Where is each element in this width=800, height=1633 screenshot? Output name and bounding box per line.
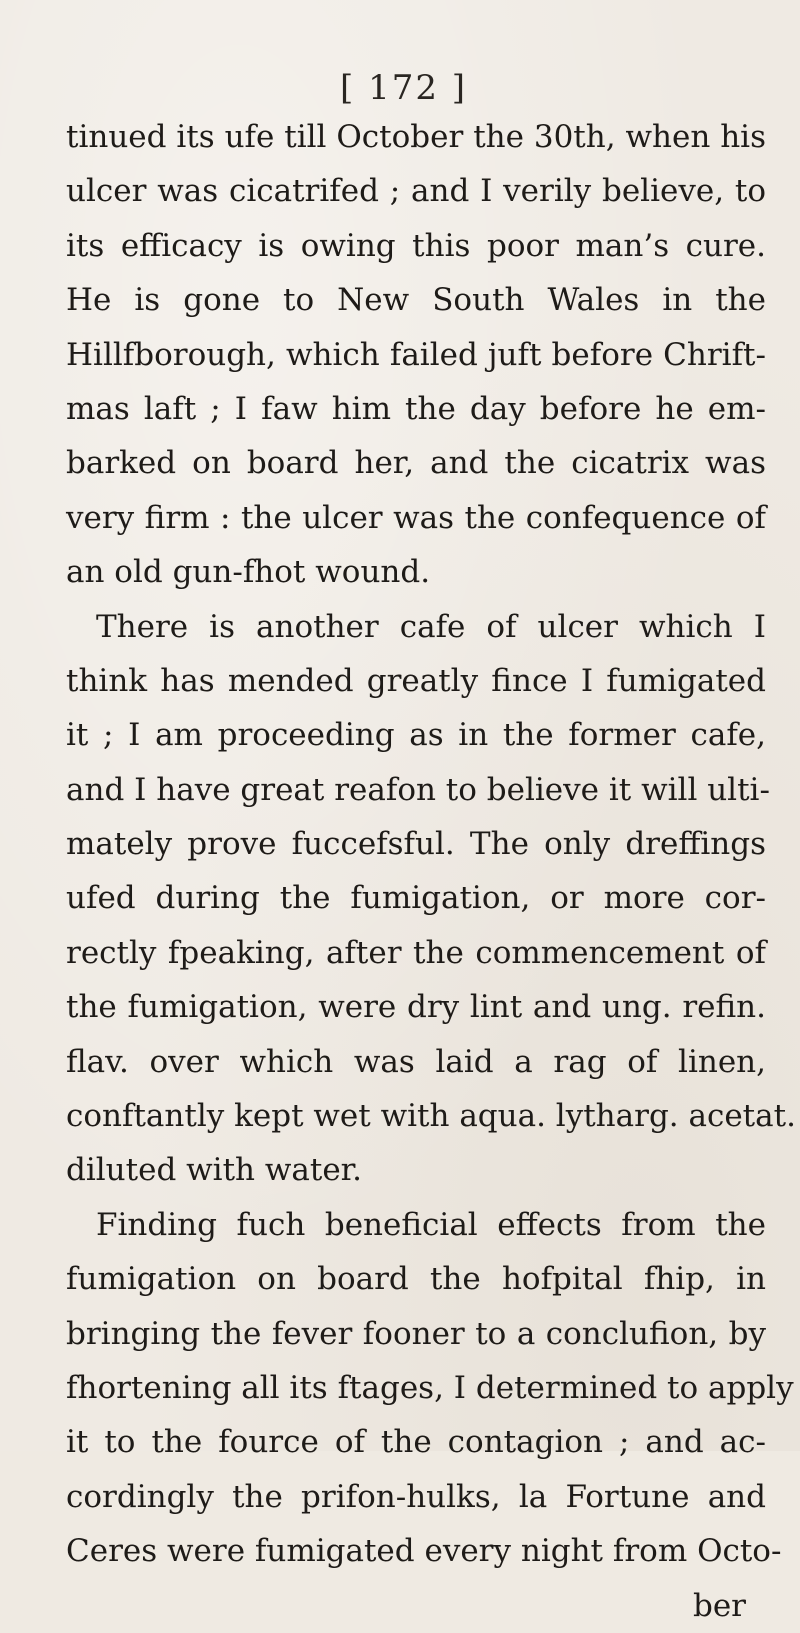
catchword: ber (692, 1587, 746, 1624)
text-line: Hillfborough, which failed juft before Chrift- (66, 336, 766, 373)
text-line: tinued its ufe till October the 30th, when his (66, 119, 766, 155)
text-line: the fumigation, were dry lint and ung. refin. (66, 989, 766, 1026)
text-line: and I have great reafon to believe it will ulti- (66, 771, 770, 808)
text-line: conftantly kept wet with aqua. lytharg. acetat. (66, 1098, 796, 1135)
body-text (66, 110, 796, 1633)
text-line: an old gun-fhot wound. (66, 554, 431, 591)
text-line: fhortening all its ftages, I determined to apply (66, 1369, 794, 1406)
text-line: it to the fource of the contagion ; and ac- (66, 1424, 766, 1461)
text-line: ufed during the fumigation, or more cor- (66, 880, 766, 917)
text-line: He is gone to New South Wales in the (66, 282, 766, 319)
text-line: mas laft ; I faw him the day before he em- (66, 390, 766, 427)
text-line: ulcer was cicatrifed ; and I verily believe, to (66, 173, 766, 210)
text-line: mately prove fuccefsful. The only dreffings (66, 826, 766, 863)
page-number: [ 172 ] (340, 68, 468, 108)
text-line: bringing the fever fooner to a conclufion, by (66, 1315, 766, 1352)
text-line: rectly fpeaking, after the commencement of (66, 934, 766, 971)
text-line: There is another cafe of ulcer which I (96, 608, 766, 645)
text-line: it ; I am proceeding as in the former cafe, (66, 717, 766, 754)
text-line: very firm : the ulcer was the confequence of (66, 499, 766, 536)
text-line: its efficacy is owing this poor man’s cure. (66, 227, 766, 264)
text-line: cordingly the prifon-hulks, la Fortune and (66, 1478, 766, 1515)
text-line: Ceres were fumigated every night from Octo- (66, 1533, 782, 1570)
text-line: fumigation on board the hofpital fhip, in (66, 1261, 766, 1298)
text-line: barked on board her, and the cicatrix was (66, 445, 766, 482)
text-line: Finding fuch beneficial effects from the (96, 1206, 766, 1243)
text-line: diluted with water. (66, 1152, 362, 1189)
text-line: think has mended greatly fince I fumigated (66, 662, 766, 699)
text-line: flav. over which was laid a rag of linen, (66, 1043, 766, 1080)
